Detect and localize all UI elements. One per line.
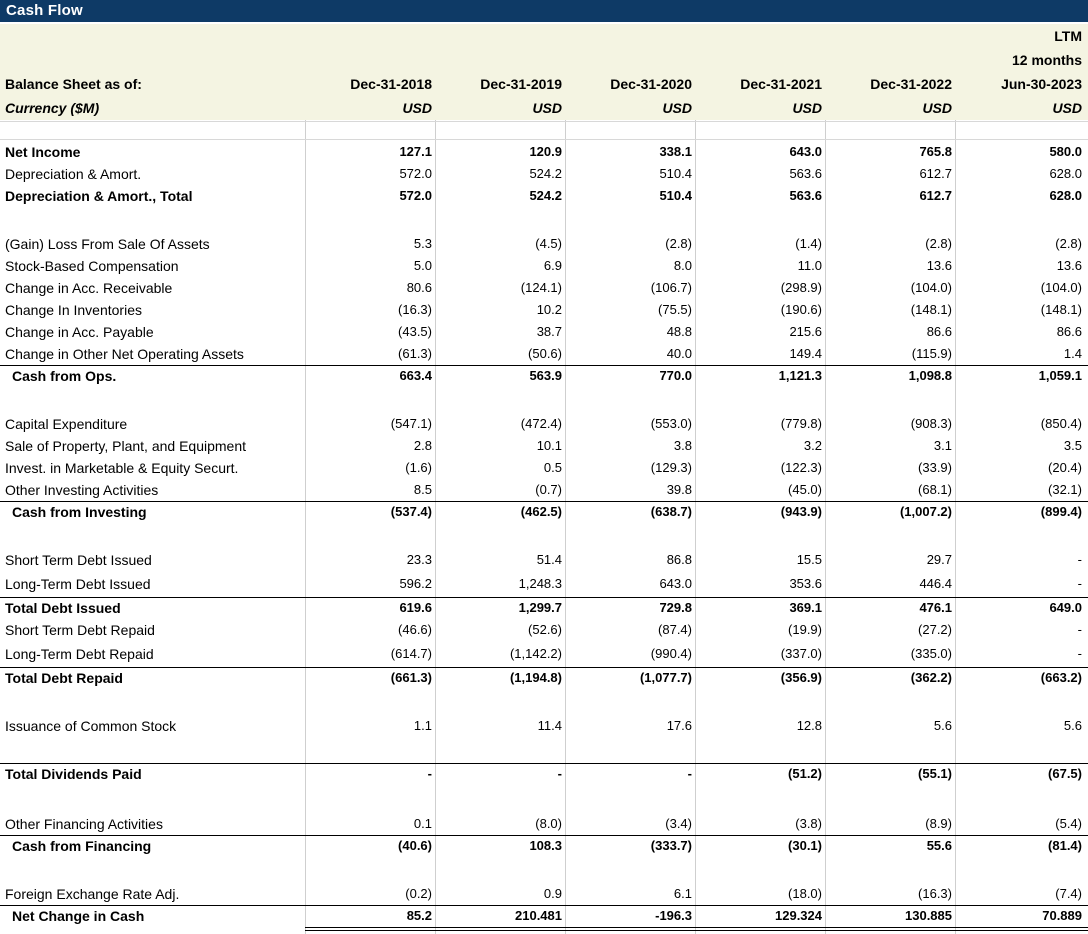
- row-label: Cash from Investing: [12, 504, 147, 520]
- cell-value: 8.0: [673, 258, 692, 273]
- row-label: Change In Inventories: [5, 302, 142, 318]
- cell-value: (27.2): [918, 622, 952, 637]
- cell-value: 510.4: [659, 188, 692, 203]
- cell-value: (3.4): [665, 816, 692, 831]
- cell-value: 729.8: [659, 600, 692, 615]
- cell-value: 649.0: [1049, 600, 1082, 615]
- cell-value: 563.6: [789, 166, 822, 181]
- cell-value: 86.6: [926, 324, 952, 339]
- cell-value: (4.5): [535, 236, 562, 251]
- cell-value: (1.4): [795, 236, 822, 251]
- cell-value: 6.9: [543, 258, 562, 273]
- cell-value: (51.2): [788, 766, 822, 781]
- cell-value: (81.4): [1048, 838, 1082, 853]
- cell-value: 8.5: [413, 482, 432, 497]
- cell-value: 572.0: [399, 188, 432, 203]
- cell-value: (45.0): [788, 482, 822, 497]
- cell-value: 120.9: [529, 144, 562, 159]
- cell-value: (104.0): [910, 280, 952, 295]
- cell-value: (1,007.2): [899, 504, 952, 519]
- table-row: [0, 255, 1088, 277]
- cell-value: (104.0): [1040, 280, 1082, 295]
- cell-value: (19.9): [788, 622, 822, 637]
- cell-value: (68.1): [918, 482, 952, 497]
- table-header: [0, 24, 1088, 120]
- row-label: Invest. in Marketable & Equity Securt.: [5, 460, 239, 476]
- title-bar: [0, 0, 1088, 22]
- cell-value: 215.6: [789, 324, 822, 339]
- cell-value: (52.6): [528, 622, 562, 637]
- row-label: Change in Acc. Payable: [5, 324, 154, 340]
- cell-value: 5.6: [933, 718, 952, 733]
- table-row: [0, 835, 1088, 857]
- total-rule: [0, 763, 1088, 764]
- table-row: [0, 163, 1088, 185]
- cell-value: 40.0: [666, 346, 692, 361]
- cell-value: (2.8): [925, 236, 952, 251]
- cell-value: (663.2): [1040, 670, 1082, 685]
- table-row: [0, 479, 1088, 501]
- cell-value: (1,194.8): [509, 670, 562, 685]
- table-row: [0, 813, 1088, 835]
- col-currency-2022: USD: [922, 100, 952, 116]
- cell-value: 5.3: [413, 236, 432, 251]
- cell-value: 446.4: [919, 576, 952, 591]
- cell-value: (20.4): [1048, 460, 1082, 475]
- row-label: Short Term Debt Repaid: [5, 622, 155, 638]
- cell-value: 108.3: [529, 838, 562, 853]
- cell-value: -196.3: [655, 908, 692, 923]
- cell-value: (3.8): [795, 816, 822, 831]
- cell-value: 1,299.7: [518, 600, 562, 615]
- total-rule: [0, 365, 1088, 366]
- col-date-2022: Dec-31-2022: [870, 76, 952, 92]
- cell-value: 612.7: [919, 166, 952, 181]
- cell-value: 149.4: [789, 346, 822, 361]
- col-date-2020: Dec-31-2020: [610, 76, 692, 92]
- sheet-title: Cash Flow: [6, 2, 83, 19]
- cell-value: 612.7: [919, 188, 952, 203]
- header-label-balance-sheet: Balance Sheet as of:: [5, 76, 142, 92]
- cell-value: (87.4): [658, 622, 692, 637]
- cell-value: 0.1: [413, 816, 432, 831]
- cell-value: (614.7): [390, 646, 432, 661]
- cell-value: 10.1: [536, 438, 562, 453]
- cell-value: (547.1): [390, 416, 432, 431]
- cell-value: (190.6): [780, 302, 822, 317]
- row-label: Change in Acc. Receivable: [5, 280, 173, 296]
- col-date-ltm: Jun-30-2023: [1001, 76, 1082, 92]
- cell-value: (67.5): [1048, 766, 1082, 781]
- table-row: [0, 141, 1088, 163]
- cell-value: (0.2): [405, 886, 432, 901]
- col-date-2021: Dec-31-2021: [740, 76, 822, 92]
- cell-value: (0.7): [535, 482, 562, 497]
- cell-value: (337.0): [780, 646, 822, 661]
- table-row: [0, 299, 1088, 321]
- table-row: [0, 457, 1088, 479]
- cell-value: 765.8: [919, 144, 952, 159]
- cell-value: (46.6): [398, 622, 432, 637]
- table-row: [0, 573, 1088, 595]
- row-label: Cash from Ops.: [12, 368, 117, 384]
- table-row: [0, 763, 1088, 785]
- cell-value: 48.8: [666, 324, 692, 339]
- cell-value: (462.5): [520, 504, 562, 519]
- cell-value: (298.9): [780, 280, 822, 295]
- table-row: [0, 277, 1088, 299]
- cell-value: 5.6: [1063, 718, 1082, 733]
- col-ltm-label: LTM: [1054, 28, 1082, 44]
- cell-value: 11.4: [537, 718, 562, 733]
- total-rule: [0, 905, 1088, 906]
- cell-value: 3.2: [803, 438, 822, 453]
- cell-value: 15.5: [796, 552, 822, 567]
- table-row: [0, 501, 1088, 523]
- cell-value: 11.0: [797, 258, 822, 273]
- cell-value: 563.6: [789, 188, 822, 203]
- cell-value: 129.324: [775, 908, 822, 923]
- cell-value: (908.3): [910, 416, 952, 431]
- cell-value: 39.8: [666, 482, 692, 497]
- cell-value: 0.9: [543, 886, 562, 901]
- row-label: Other Investing Activities: [5, 482, 159, 498]
- cell-value: (32.1): [1048, 482, 1082, 497]
- cell-value: (124.1): [520, 280, 562, 295]
- cell-value: 86.8: [666, 552, 692, 567]
- cell-value: 572.0: [399, 166, 432, 181]
- cell-value: 619.6: [399, 600, 432, 615]
- cell-value: 85.2: [406, 908, 432, 923]
- cell-value: (40.6): [398, 838, 432, 853]
- table-row: [0, 343, 1088, 365]
- cell-value: 628.0: [1049, 188, 1082, 203]
- table-row: [0, 413, 1088, 435]
- cell-value: 3.1: [933, 438, 952, 453]
- cell-value: 663.4: [399, 368, 432, 383]
- cell-value: (990.4): [650, 646, 692, 661]
- row-label: Other Financing Activities: [5, 816, 163, 832]
- row-label: Depreciation & Amort.: [5, 166, 142, 182]
- cell-value: (1,077.7): [639, 670, 692, 685]
- cell-value: 563.9: [529, 368, 562, 383]
- cell-value: (850.4): [1040, 416, 1082, 431]
- table-row: [0, 619, 1088, 641]
- row-label: Long-Term Debt Issued: [5, 576, 151, 592]
- cell-value: (148.1): [1040, 302, 1082, 317]
- cell-value: 596.2: [399, 576, 432, 591]
- double-underline: [305, 927, 1088, 928]
- cell-value: 510.4: [659, 166, 692, 181]
- cell-value: 643.0: [789, 144, 822, 159]
- cell-value: (18.0): [788, 886, 822, 901]
- row-label: Sale of Property, Plant, and Equipment: [5, 438, 246, 454]
- cell-value: 70.889: [1042, 908, 1082, 923]
- table-row: [0, 667, 1088, 689]
- cell-value: 12.8: [796, 718, 822, 733]
- cell-value: 29.7: [926, 552, 952, 567]
- cell-value: (661.3): [390, 670, 432, 685]
- cell-value: 1,059.1: [1038, 368, 1082, 383]
- cell-value: -: [427, 766, 432, 781]
- row-label: Cash from Financing: [12, 838, 152, 854]
- cell-value: (148.1): [910, 302, 952, 317]
- table-row: [0, 597, 1088, 619]
- table-row: [0, 435, 1088, 457]
- cell-value: (2.8): [1055, 236, 1082, 251]
- cell-value: 353.6: [789, 576, 822, 591]
- cell-value: (122.3): [780, 460, 822, 475]
- cell-value: 210.481: [515, 908, 562, 923]
- cell-value: (129.3): [650, 460, 692, 475]
- cell-value: (1,142.2): [509, 646, 562, 661]
- row-label: Long-Term Debt Repaid: [5, 646, 154, 662]
- cell-value: 86.6: [1056, 324, 1082, 339]
- cell-value: 38.7: [536, 324, 562, 339]
- total-rule: [0, 501, 1088, 502]
- cell-value: (7.4): [1055, 886, 1082, 901]
- cell-value: -: [1077, 552, 1082, 567]
- table-row: [0, 715, 1088, 737]
- row-label: Short Term Debt Issued: [5, 552, 152, 568]
- row-label: Depreciation & Amort., Total: [5, 188, 193, 204]
- cell-value: 17.6: [666, 718, 692, 733]
- cell-value: (75.5): [658, 302, 692, 317]
- cell-value: 5.0: [413, 258, 432, 273]
- row-label: Issuance of Common Stock: [5, 718, 177, 734]
- cell-value: 1,248.3: [518, 576, 562, 591]
- cell-value: 130.885: [905, 908, 952, 923]
- cell-value: 369.1: [789, 600, 822, 615]
- cell-value: (16.3): [398, 302, 432, 317]
- row-label: Total Debt Repaid: [5, 670, 123, 686]
- cell-value: (335.0): [910, 646, 952, 661]
- cell-value: (33.9): [918, 460, 952, 475]
- cell-value: 55.6: [926, 838, 952, 853]
- cell-value: 13.6: [1056, 258, 1082, 273]
- cell-value: (638.7): [650, 504, 692, 519]
- table-row: [0, 883, 1088, 905]
- cell-value: (553.0): [650, 416, 692, 431]
- cell-value: 0.5: [543, 460, 562, 475]
- cell-value: 2.8: [413, 438, 432, 453]
- col-currency-2021: USD: [792, 100, 822, 116]
- row-label: Stock-Based Compensation: [5, 258, 179, 274]
- table-row: [0, 233, 1088, 255]
- row-label: Net Change in Cash: [12, 908, 145, 924]
- table-row: [0, 549, 1088, 571]
- cell-value: (333.7): [650, 838, 692, 853]
- cell-value: 524.2: [529, 166, 562, 181]
- cell-value: 51.4: [536, 552, 562, 567]
- col-currency-2020: USD: [662, 100, 692, 116]
- cell-value: (8.0): [535, 816, 562, 831]
- cell-value: (356.9): [780, 670, 822, 685]
- row-label: Net Income: [5, 144, 81, 160]
- cell-value: (115.9): [911, 346, 952, 361]
- row-label: Change in Other Net Operating Assets: [5, 346, 244, 362]
- cell-value: 127.1: [399, 144, 432, 159]
- cell-value: (2.8): [665, 236, 692, 251]
- row-label: Total Debt Issued: [5, 600, 121, 616]
- cell-value: (50.6): [528, 346, 562, 361]
- row-label: Total Dividends Paid: [5, 766, 142, 782]
- section-separator: [0, 139, 1088, 140]
- cell-value: 3.8: [673, 438, 692, 453]
- cell-value: 10.2: [536, 302, 562, 317]
- cell-value: (8.9): [925, 816, 952, 831]
- table-row: [0, 321, 1088, 343]
- col-currency-2018: USD: [402, 100, 432, 116]
- cell-value: 524.2: [529, 188, 562, 203]
- table-row: [0, 905, 1088, 927]
- cell-value: -: [1077, 622, 1082, 637]
- col-ltm-period: 12 months: [1011, 52, 1082, 68]
- header-label-currency: Currency ($M): [5, 100, 100, 116]
- cell-value: (5.4): [1055, 816, 1082, 831]
- cell-value: (55.1): [918, 766, 952, 781]
- cell-value: (43.5): [398, 324, 432, 339]
- cell-value: 1.4: [1063, 346, 1082, 361]
- cell-value: 13.6: [926, 258, 952, 273]
- cell-value: (1.6): [405, 460, 432, 475]
- cell-value: 338.1: [659, 144, 692, 159]
- cell-value: 1,098.8: [908, 368, 952, 383]
- cell-value: -: [687, 766, 692, 781]
- col-date-2018: Dec-31-2018: [350, 76, 432, 92]
- section-separator: [0, 121, 1088, 122]
- cell-value: 6.1: [673, 886, 692, 901]
- table-row: [0, 643, 1088, 665]
- cell-value: 1.1: [413, 718, 432, 733]
- cell-value: 580.0: [1049, 144, 1082, 159]
- total-rule: [0, 835, 1088, 836]
- cell-value: (362.2): [910, 670, 952, 685]
- cell-value: 3.5: [1063, 438, 1082, 453]
- cell-value: (106.7): [650, 280, 692, 295]
- cell-value: (472.4): [520, 416, 562, 431]
- cell-value: (30.1): [788, 838, 822, 853]
- cell-value: (61.3): [398, 346, 432, 361]
- cell-value: (779.8): [780, 416, 822, 431]
- row-label: (Gain) Loss From Sale Of Assets: [5, 236, 210, 252]
- cell-value: 23.3: [406, 552, 432, 567]
- row-label: Capital Expenditure: [5, 416, 128, 432]
- cell-value: 476.1: [919, 600, 952, 615]
- cell-value: (899.4): [1040, 504, 1082, 519]
- col-date-2019: Dec-31-2019: [480, 76, 562, 92]
- total-rule: [0, 597, 1088, 598]
- total-rule: [0, 667, 1088, 668]
- cell-value: -: [1077, 576, 1082, 591]
- cell-value: 643.0: [659, 576, 692, 591]
- cell-value: 80.6: [406, 280, 432, 295]
- cell-value: (537.4): [390, 504, 432, 519]
- table-row: [0, 185, 1088, 207]
- double-underline: [305, 930, 1088, 931]
- table-row: [0, 365, 1088, 387]
- col-currency-ltm: USD: [1052, 100, 1082, 116]
- cell-value: -: [1077, 646, 1082, 661]
- col-currency-2019: USD: [532, 100, 562, 116]
- cell-value: 1,121.3: [778, 368, 822, 383]
- cell-value: (943.9): [780, 504, 822, 519]
- cell-value: 770.0: [659, 368, 692, 383]
- cell-value: (16.3): [918, 886, 952, 901]
- cell-value: 628.0: [1049, 166, 1082, 181]
- row-label: Foreign Exchange Rate Adj.: [5, 886, 180, 902]
- cell-value: -: [557, 766, 562, 781]
